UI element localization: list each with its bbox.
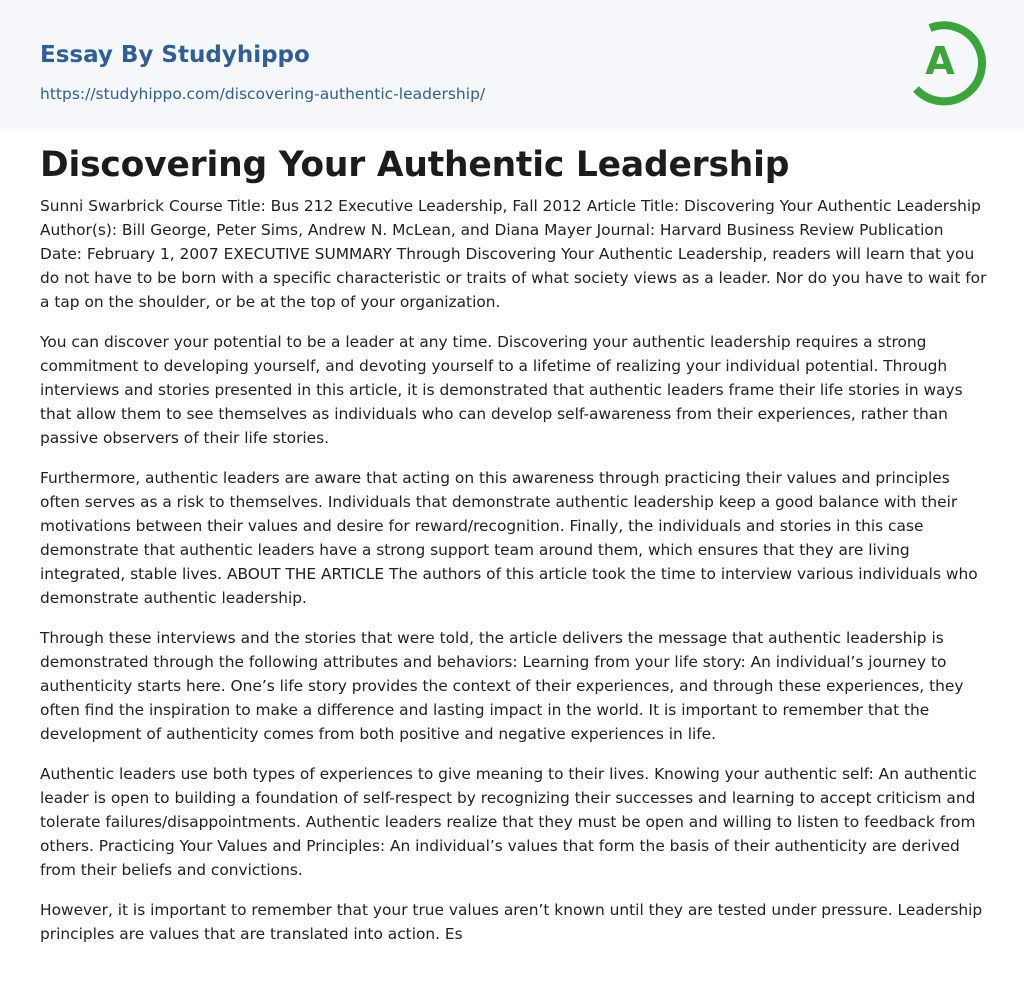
logo-letter: A bbox=[925, 39, 955, 83]
site-header bbox=[0, 0, 1024, 129]
studyhippo-logo-icon[interactable] bbox=[904, 18, 988, 106]
article-paragraph: Authentic leaders use both types of experiences to give meaning to their lives. Knowing your authentic self: An authentic leader is open to building a foundation of self-respect by recognizing their successes and learning to accept criticism and tolerate failures/disappointments. Authentic leaders realize that they must be open and willing to listen to feedback from others. Practicing Your Values and Principles: An individual’s values that form the basis of their authenticity are derived from their beliefs and convictions. bbox=[40, 765, 977, 879]
article-title: Discovering Your Authentic Leadership bbox=[40, 145, 790, 185]
article-url-link[interactable]: https://studyhippo.com/discovering-authentic-leadership/ bbox=[40, 85, 486, 103]
article-paragraph: Sunni Swarbrick Course Title: Bus 212 Executive Leadership, Fall 2012 Article Title: Discovering Your Authentic Leadership Author(s): Bill George, Peter Sims, Andrew N. McLean, and Diana Mayer Journal: Harvard Business Review Publication Date: February 1, 2007 EXECUTIVE SUMMARY Through Discovering Your Authentic Leadership, readers will learn that you do not have to be born with a specific characteristic or traits of what society views as a leader. Nor do you have to wait for a tap on the shoulder, or be at the top of your organization. bbox=[40, 197, 987, 311]
article-body bbox=[40, 194, 988, 962]
article-paragraph: However, it is important to remember that your true values aren’t known until they are tested under pressure. Leadership principles are values that are translated into action. Es bbox=[40, 901, 983, 943]
article-paragraph: Through these interviews and the stories that were told, the article delivers the message that authentic leadership is demonstrated through the following attributes and behaviors: Learning from your life story: An individual’s journey to authenticity starts here. One’s life story provides the context of their experiences, and through these experiences, they often find the inspiration to make a difference and lasting impact in the world. It is important to remember that the development of authenticity comes from both positive and negative experiences in life. bbox=[40, 629, 964, 743]
article-paragraph: Furthermore, authentic leaders are aware that acting on this awareness through practicing their values and principles often serves as a risk to themselves. Individuals that demonstrate authentic leadership keep a good balance with their motivations between their values and desire for reward/recognition. Finally, the individuals and stories in this case demonstrate that authentic leaders have a strong support team around them, which ensures that they are living integrated, stable lives. ABOUT THE ARTICLE The authors of this article took the time to interview various individuals who demonstrate authentic leadership. bbox=[40, 469, 978, 607]
article-paragraph: You can discover your potential to be a leader at any time. Discovering your authentic leadership requires a strong commitment to developing yourself, and devoting yourself to a lifetime of realizing your individual potential. Through interviews and stories presented in this article, it is demonstrated that authentic leaders frame their life stories in ways that allow them to see themselves as individuals who can develop self-awareness from their experiences, rather than passive observers of their life stories. bbox=[40, 333, 963, 447]
site-brand[interactable]: Essay By Studyhippo bbox=[40, 42, 310, 68]
